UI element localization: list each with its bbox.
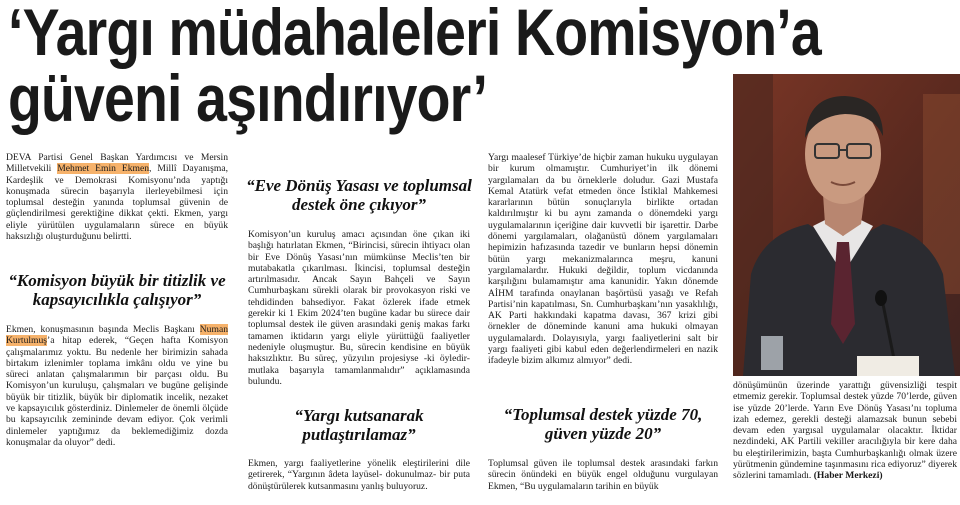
text: DEVA Partisi Genel Başkan Yardımcısı ve Mersin Milletvekili — [6, 152, 228, 175]
paragraph: Ekmen, yargı faaliyetlerine yönelik eleştirilerini dile getirerek, “Yargının âdeta layüsel- dokunulmaz- bir puta dönüştürülerek kutsanmasını yanlış buluyoruz. — [248, 458, 470, 492]
headline-line-2: güveni aşındırıyor’ — [8, 61, 488, 135]
name-highlight: Numan Kurtulmuş — [6, 324, 228, 347]
paragraph: Yargı maalesef Türkiye’de hiçbir zaman hukuku uygulayan bir kurum olmamıştır. Cumhuriyet’in ilk dönemi yargılamaları da bu örneklerle doludur. Gazi Mustafa Kemal Atatürk vefat etmeden önce İstiklal Mahkemesi kararlarının bütün sonuçlarıyla birlikte ortadan kaldırılmıştır ki bu aynı zamanda o dönemdeki yargı uygulamalarının içeriğine dair kuvvetli bir işarettir. Darbe dönemi yargılamaları, olağanüstü dönem yargılamaları hepimizin hafızasında tazedir ve bunların hepsi dönemin bütün yargı mekanizmalarınca meşru, kanuni yargılamalardır. Hukuki değildir, toplum vicdanında karşılığını bulamamıştır ama kanunidir. Yakın dönemde AİHM tarafında onaylanan başörtüsü yasağı ve Refah Partisi’nin kapatılması, Sn. Cumhurbaşkanı’nın yasaklılığı, AK Parti hakkındaki kapatma davası, 367 krizi gibi örnekler de döneminde kanuni ama hukuki olmayan uygulamalardı. Dolayısıyla, yargı faaliyetlerini salt bir yargı faaliyeti gibi kabul eden değerlendirmeleri en nazik ifadeyle bizim alkımız almıyor” dedi. — [488, 152, 718, 367]
column-1 — [6, 152, 228, 242]
text: Ekmen, konuşmasının başında Meclis Başkanı — [6, 324, 200, 335]
subheading: “Eve Dönüş Yasası ve toplumsal destek öne çıkıyor” — [246, 176, 472, 214]
paragraph — [6, 324, 228, 448]
portrait-icon — [733, 74, 960, 376]
paragraph: Komisyon’un kuruluş amacı açısından öne çıkan iki başlığı hatırlatan Ekmen, “Birincisi, sürecin ihtiyacı olan bir Eve Dönüş Yasası’nın mümkünse Meclis’ten bir mutabakatla çıkarılması. İkincisi, toplumsal desteğin artırılmasıdır. Ancak Sayın Bahçeli ve Sayın Cumhurbaşkanı sürekli olarak bir provokasyon riski ve tehdidinden bahsediyor. Fakat özlerek ifade etmek gerekir ki 1 Ekim 2024’ten bugüne kadar bu sürece dair toplumsal destek ile güven arasındaki geniş makas farkı tamamen iktidarın yargı eliyle yürüttüğü faaliyetler nedeniyle oluşmuştur. Bu, sürecin kendisine en büyük haksızlıktır. Bu süreç, yüzyılın projesiyse -ki öyledir- mutlaka başarıyla tamamlanmalıdır” açıklamasında bulundu. — [248, 229, 470, 387]
column-3 — [488, 152, 718, 367]
text: dönüşümünün üzerinde yarattığı güvensizliği tespit etmemiz gerekir. Toplumsal destek yüzde 70’lerde, güven ise yüzde 20’lerde. Yarın Eve Dönüş Yasası’nı topluma izah edemez, gerekli desteği alamazsak bunun sebebi devam eden yargısal uygulamalar olacaktır. İktidar nezdindeki, AK Partili vekiller aracılığıyla bir kere daha bu eleştirilerimizin, başta Cumhurbaşkanlığı olmak üzere yürütmenin gündemine taşınmasını rica ediyoruz” diyerek sözlerini tamamladı. — [733, 380, 957, 482]
column-3-part-2 — [488, 458, 718, 492]
paragraph — [6, 152, 228, 242]
column-1-part-2 — [6, 324, 228, 448]
text: ’a hitap ederek, “Geçen hafta Komisyon çalışmalarımız yoktu. Bu nedenle her birimizin sahada birtakım izlenimler toplama imkânı oldu ve yine bu süreci anlatan çalışmalarımın bir parçası oldu. Bu Komisyon’un kuruluşu, çalışmaları ve bugüne gelişinde büyük bir titizlik, büyük bir diplomatik incelik, nezaket ve kapsayıcılık gösterdiniz. Dinlemeler de önemli ölçüde bu kapsayıcılık zemininde devam ediyor. Çok verimli dinlemeler yaptığımız da beklemediğimiz dozda konuşmalar da oluyor” dedi. — [6, 335, 228, 448]
headline-line-1: ‘Yargı müdahaleleri Komisyon’a — [8, 0, 821, 69]
subheading: “Yargı kutsanarak putlaştırılamaz” — [294, 406, 424, 444]
subheading: “Komisyon büyük bir titizlik ve kapsayıcılıkla çalışıyor” — [8, 271, 226, 309]
column-2-part-2 — [248, 458, 470, 492]
text: , Millî Dayanışma, Kardeşlik ve Demokrasi Komisyonu’nda yaptığı konuşmada sürecin başarıyla ilerleyebilmesi için toplumsal desteğin yanında toplumsal güvenin de güçlendirilmesi gerektiğine dikkat çekti. Ekmen, yargı eliyle yürütülen uygulamaların sürece en büyük haksızlığı oluşturduğunu belirtti. — [6, 163, 229, 243]
subheading: “Toplumsal destek yüzde 70, güven yüzde 20” — [503, 405, 703, 443]
column-2 — [248, 229, 470, 387]
paragraph — [733, 380, 957, 482]
name-highlight: Mehmet Emin Ekmen — [57, 163, 150, 175]
portrait-photo — [733, 74, 960, 376]
paragraph: Toplumsal güven ile toplumsal destek arasındaki farkın sürecin önündeki en büyük engel olduğunu vurgulayan Ekmen, “Bu uygulamaların tarihin en büyük — [488, 458, 718, 492]
byline: (Haber Merkezi) — [813, 470, 883, 482]
column-4 — [733, 380, 957, 482]
